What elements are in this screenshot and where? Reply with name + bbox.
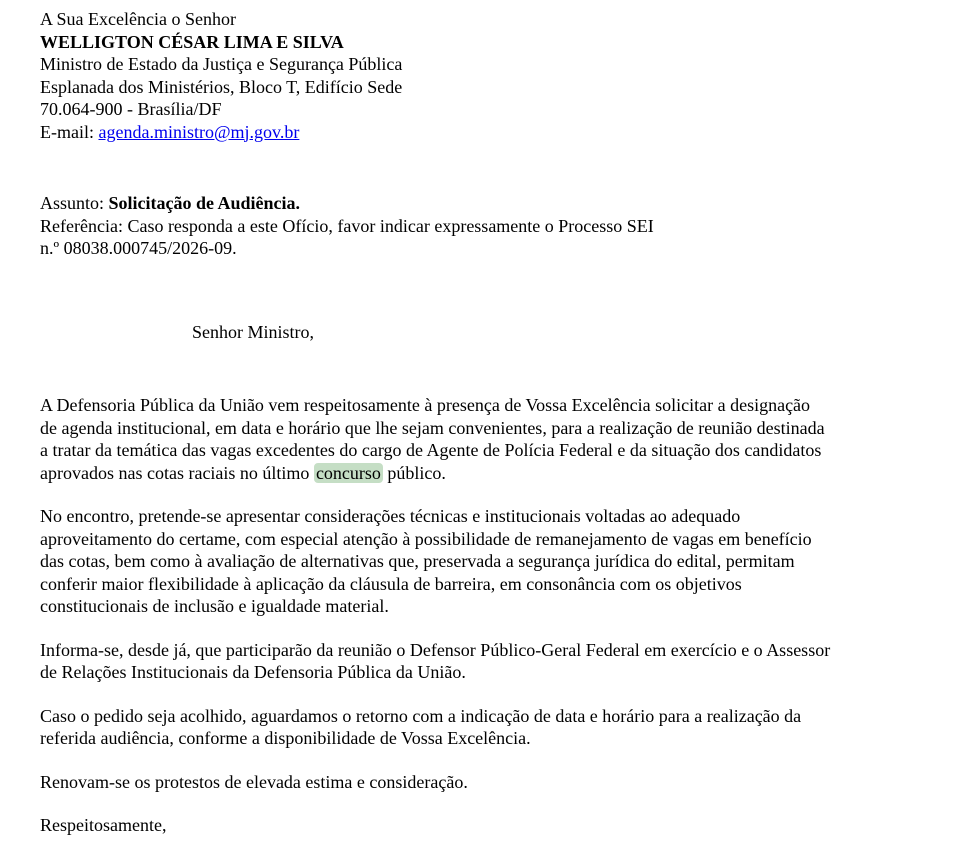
recipient-address: Esplanada dos Ministérios, Bloco T, Edifício Sede	[40, 76, 403, 97]
closing-text: Respeitosamente,	[40, 815, 167, 835]
paragraph-line: referida audiência, conforme a disponibilidade de Vossa Excelência.	[40, 728, 531, 748]
recipient-block	[40, 8, 930, 143]
text-segment: público.	[382, 462, 446, 483]
paragraph-line: No encontro, pretende-se apresentar considerações técnicas e institucionais voltadas ao adequado	[40, 506, 741, 526]
paragraph-line: Informa-se, desde já, que participarão da reunião o Defensor Público-Geral Federal em exercício e o Assessor	[40, 639, 831, 660]
paragraph-line	[40, 462, 930, 485]
subject-block	[40, 192, 930, 260]
salutation: Senhor Ministro,	[192, 321, 315, 342]
paragraph-participants	[40, 639, 930, 684]
highlighted-word[interactable]: concurso	[315, 462, 381, 483]
paragraph-request	[40, 394, 930, 484]
paragraph-line: a tratar da temática das vagas excedentes do cargo de Agente de Polícia Federal e da situação dos candidatos	[40, 440, 822, 460]
closing	[40, 814, 930, 837]
recipient-title: Ministro de Estado da Justiça e Segurança Pública	[40, 54, 403, 74]
subject-value: Solicitação de Audiência.	[108, 193, 301, 213]
paragraph-line: constitucionais de inclusão e igualdade material.	[40, 596, 389, 616]
paragraph-regards	[40, 771, 930, 794]
recipient-postal: 70.064-900 - Brasília/DF	[40, 99, 222, 119]
paragraph-line: Caso o pedido seja acolhido, aguardamos o retorno com a indicação de data e horário para a realização da	[40, 705, 802, 726]
paragraph-line: de agenda institucional, em data e horário que lhe sejam convenientes, para a realização de reunião destinada	[40, 417, 825, 438]
recipient-treatment: A Sua Excelência o Senhor	[40, 9, 236, 29]
paragraph-line: aproveitamento do certame, com especial atenção à possibilidade de remanejamento de vagas em benefício	[40, 528, 812, 549]
paragraph-line: conferir maior flexibilidade à aplicação da cláusula de barreira, em consonância com os objetivos	[40, 573, 742, 594]
paragraph-line: A Defensoria Pública da União vem respeitosamente à presença de Vossa Excelência solicitar a designação	[40, 395, 811, 415]
subject-line	[40, 192, 930, 215]
email-label: E-mail:	[40, 121, 99, 142]
recipient-email-line	[40, 121, 930, 144]
paragraph-line: das cotas, bem como à avaliação de alternativas que, preservada a segurança jurídica do edital, permitam	[40, 551, 795, 571]
paragraph-response	[40, 705, 930, 750]
paragraph-meeting-purpose	[40, 505, 930, 618]
subject-label: Assunto:	[40, 193, 109, 213]
text-segment: aprovados nas cotas raciais no último	[40, 462, 314, 483]
reference-line-2: n.º 08038.000745/2026-09.	[40, 238, 237, 258]
paragraph-line: de Relações Institucionais da Defensoria Pública da União.	[40, 662, 466, 682]
paragraph-line: Renovam-se os protestos de elevada estima e consideração.	[40, 771, 468, 792]
recipient-name: WELLIGTON CÉSAR LIMA E SILVA	[40, 31, 344, 52]
reference-line-1: Referência: Caso responda a este Ofício, favor indicar expressamente o Processo SEI	[40, 215, 654, 236]
email-link[interactable]: agenda.ministro@mj.gov.br	[98, 121, 300, 142]
